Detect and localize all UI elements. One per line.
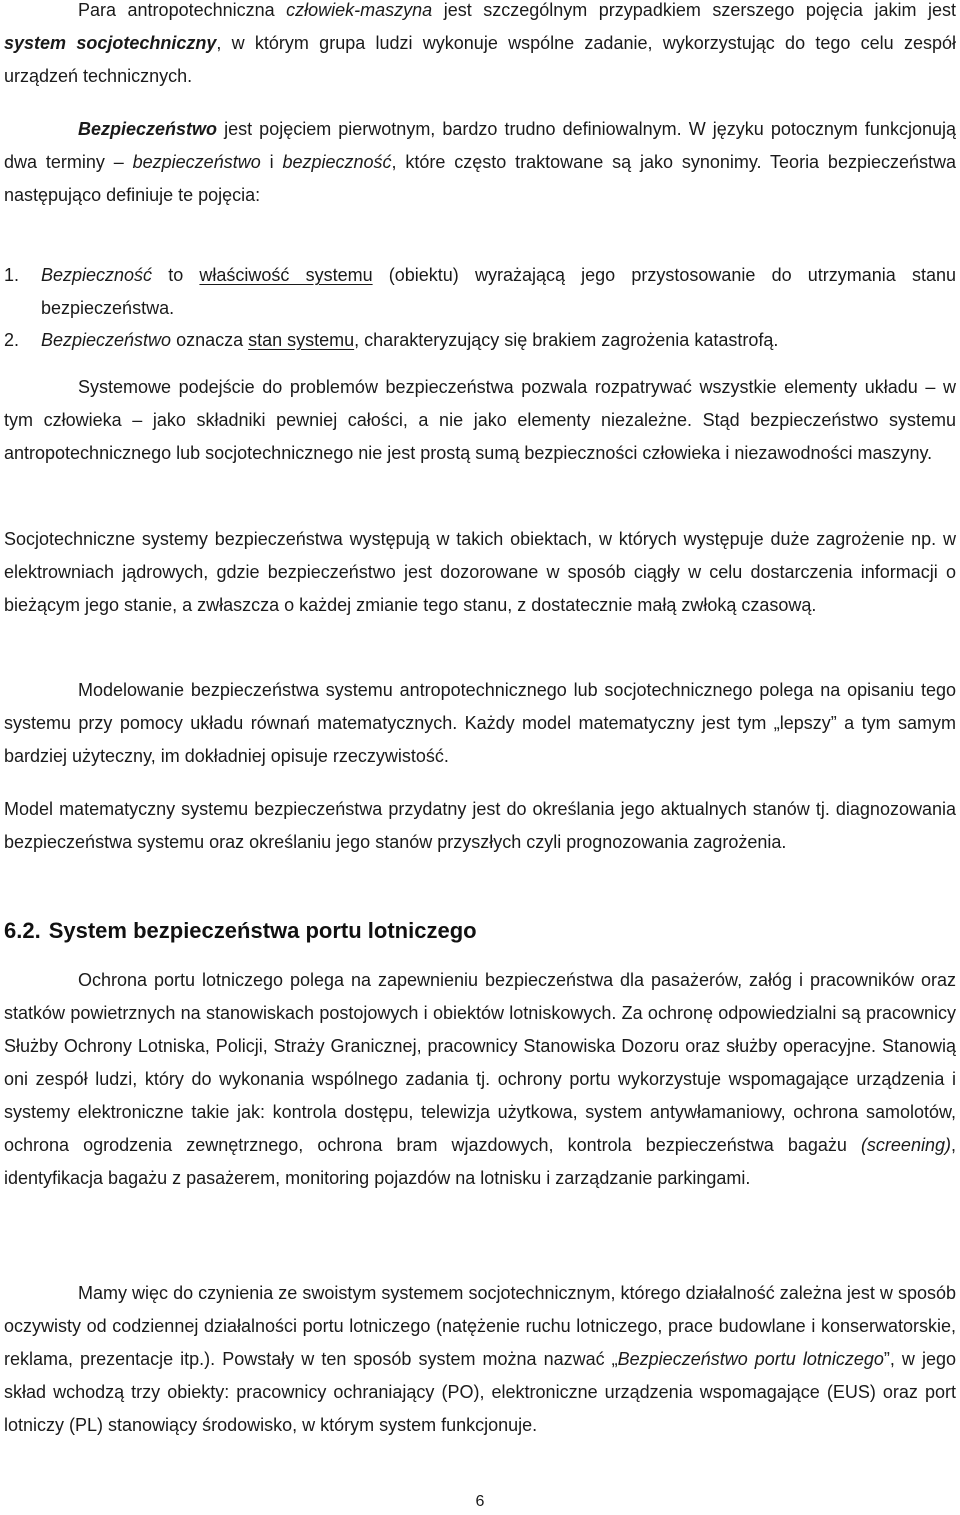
document-page	[4, 0, 956, 1515]
list-number: 2.	[4, 330, 20, 350]
definition-item-1	[4, 259, 956, 325]
term-safety: Bezpieczeństwo	[78, 119, 218, 139]
term-bezpiecznosc: bezpieczność	[282, 152, 392, 172]
text: Ochrona portu lotniczego polega na zapewnieniu bezpieczeństwa dla pasażerów, załóg i pracowników oraz statków powietrznych na stanowiskach postojowych i obiektów lotniskowych. Za ochronę odpowiedzialni są pracownicy Służby Ochrony Lotniska, Policji, Straży Granicznej, pracownicy Stanowiska Dozoru oraz służby operacyjne. Stanowią oni zespół ludzi, który do wykonania wspólnego zadania tj. ochrony portu wykorzystuje wspomagające urządzenia i systemy elektroniczne takie jak: kontrola dostępu, telewizja użytkowa, system antywłamaniowy, ochrona samolotów, ochrona ogrodzenia zewnętrznego, ochrona bram wjazdowych, kontrola bezpieczeństwa bagażu	[4, 970, 956, 1155]
underlined-phrase: właściwość systemu	[199, 265, 373, 285]
section-heading	[4, 913, 477, 949]
paragraph-sociotechnical-systems: Socjotechniczne systemy bezpieczeństwa występują w takich obiektach, w których występuje duże zagrożenie np. w elektrowniach jądrowych, gdzie bezpieczeństwo jest dozorowane w sposób ciągły w celu dostarczenia informacji o bieżącym jego stanie, a zwłaszcza o każdej zmianie tego stanu, z dostatecznie małą zwłoką czasową.	[4, 529, 956, 615]
paragraph-safety-definition	[4, 113, 956, 212]
section-title: System bezpieczeństwa portu lotniczego	[48, 918, 477, 943]
text: jest pojęciem pierwotnym, bardzo trudno definiowalnym. W języku potocznym funkcjonują dwa terminy –	[4, 119, 956, 172]
text: (obiektu) wyrażającą jego przystosowanie do utrzymania stanu bezpieczeństwa.	[41, 265, 956, 318]
term-screening: (screening)	[860, 1135, 951, 1155]
text: ”, w jego skład wchodzą trzy obiekty: pracownicy ochraniający (PO), elektroniczne urządzenia wspomagające (EUS) oraz port lotniczy (PL) stanowiący środowisko, w którym system funkcjonuje.	[4, 1349, 956, 1435]
text: jest szczególnym przypadkiem szerszego pojęcia jakim jest	[432, 0, 956, 20]
underlined-phrase: stan systemu	[248, 330, 355, 350]
term-human-machine: człowiek-maszyna	[286, 0, 433, 20]
text: oznacza	[171, 330, 249, 350]
text: i	[260, 152, 283, 172]
term-airport-safety: Bezpieczeństwo portu lotniczego	[617, 1349, 884, 1369]
page-number: 6	[475, 1493, 485, 1510]
paragraph-mathematical-model: Model matematyczny systemu bezpieczeństwa przydatny jest do określania jego aktualnych stanów tj. diagnozowania bezpieczeństwa systemu oraz określaniu jego stanów przyszłych czyli prognozowania zagrożenia.	[4, 799, 956, 852]
paragraph-airport-safety-system	[4, 1277, 956, 1442]
text: Mamy więc do czynienia ze swoistym systemem socjotechnicznym, którego działalność zależna jest w sposób oczywisty od codziennej działalności portu lotniczego (natężenie ruchu lotniczego, prace budowlane i konserwatorskie, reklama, prezentacje itp.). Powstały w ten sposób system można nazwać „	[4, 1283, 956, 1369]
text: Para antropotechniczna	[78, 0, 287, 20]
term-bezpieczenstwo: bezpieczeństwo	[132, 152, 261, 172]
paragraph-system-approach: Systemowe podejście do problemów bezpieczeństwa pozwala rozpatrywać wszystkie elementy układu – w tym człowieka – jako składniki pewniej całości, a nie jako elementy niezależne. Stąd bezpieczeństwo systemu antropotechnicznego lub socjotechnicznego nie jest prostą sumą bezpieczności człowieka i niezawodności maszyny.	[4, 377, 956, 463]
text: , identyfikacja bagażu z pasażerem, monitoring pojazdów na lotnisku i zarządzanie parkingami.	[4, 1135, 956, 1188]
term-sociotechnical-system: system socjotechniczny	[4, 33, 217, 53]
section-number: 6.2.	[4, 918, 41, 943]
list-number: 1.	[4, 265, 20, 285]
text: , charakteryzujący się brakiem zagrożenia katastrofą.	[354, 330, 779, 350]
definition-item-2	[4, 324, 956, 357]
paragraph-airport-protection	[4, 964, 956, 1195]
text: , w którym grupa ludzi wykonuje wspólne zadanie, wykorzystując do tego celu zespół urządzeń technicznych.	[4, 33, 956, 86]
term: Bezpieczeństwo	[41, 330, 172, 350]
text: to	[152, 265, 200, 285]
term: Bezpieczność	[41, 265, 153, 285]
paragraph-modeling: Modelowanie bezpieczeństwa systemu antropotechnicznego lub socjotechnicznego polega na opisaniu tego systemu przy pomocy układu równań matematycznych. Każdy model matematyczny jest tym „lepszy” a tym samym bardziej użyteczny, im dokładniej opisuje rzeczywistość.	[4, 680, 956, 766]
text: , które często traktowane są jako synonimy. Teoria bezpieczeństwa następująco definiuje te pojęcia:	[4, 152, 957, 205]
paragraph-intro	[4, 0, 956, 93]
